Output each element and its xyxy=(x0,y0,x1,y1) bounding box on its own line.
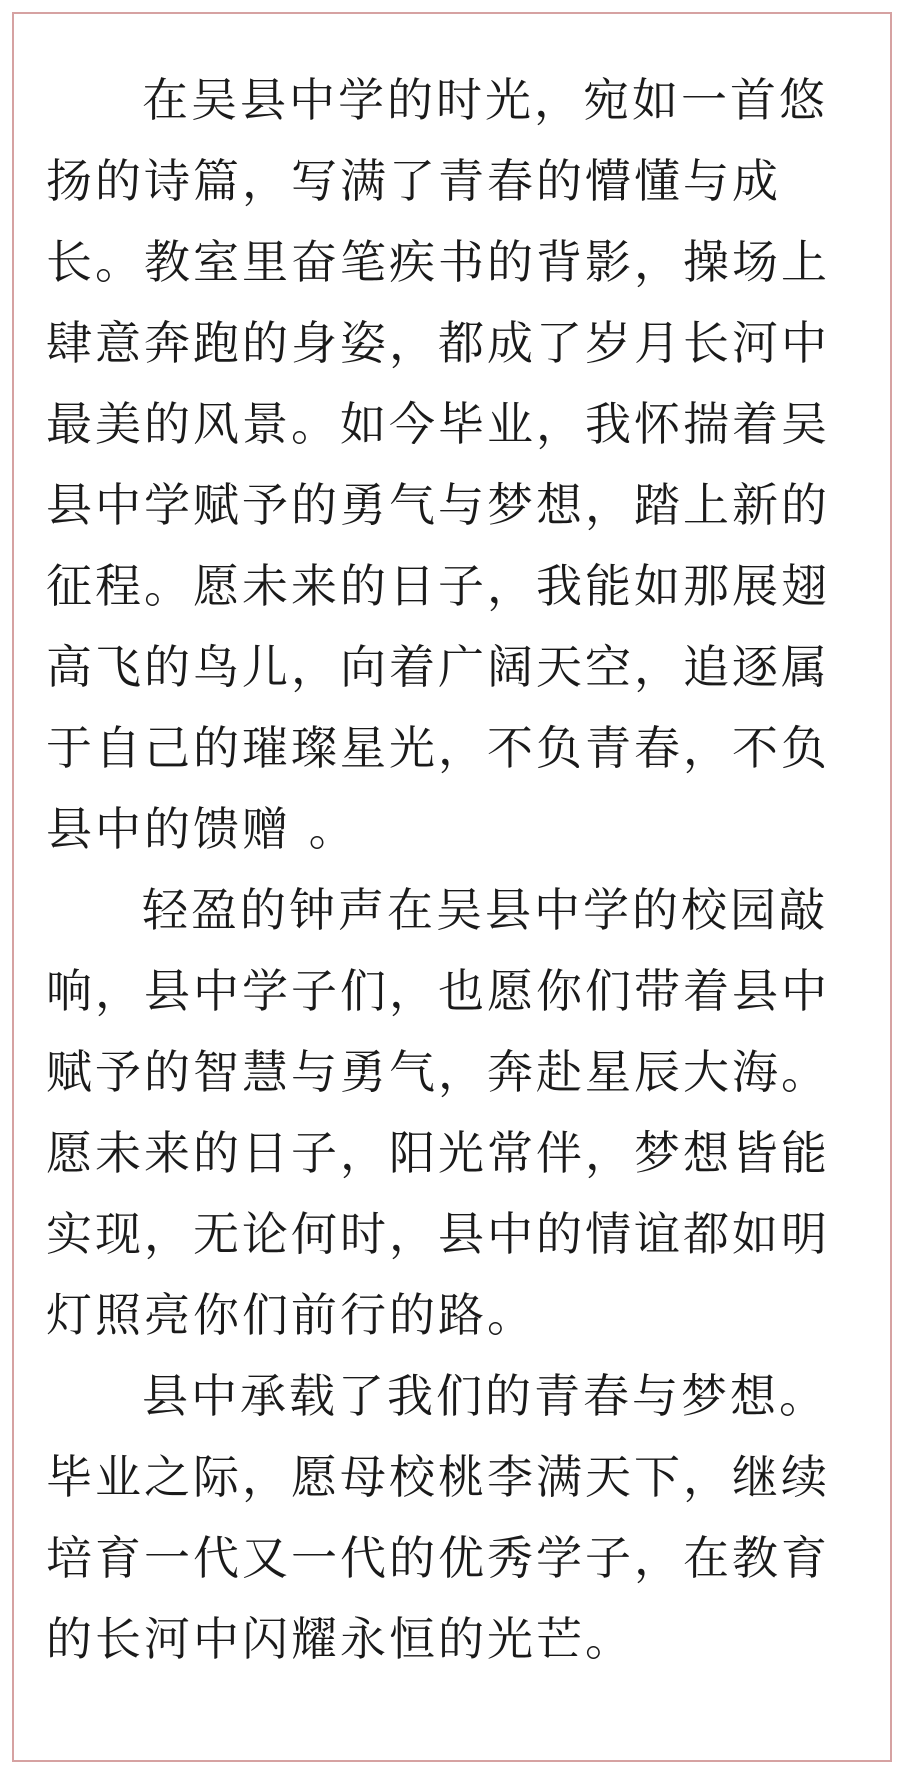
paragraph-line: 在吴县中学的时光，宛如一首悠 xyxy=(142,73,828,127)
document-text xyxy=(46,60,888,1680)
paragraph-line: 肆意奔跑的身姿，都成了岁月长河中 xyxy=(46,316,830,370)
document-frame xyxy=(12,12,892,1762)
paragraph-line: 县中学赋予的勇气与梦想，踏上新的 xyxy=(46,478,830,532)
paragraph-line: 赋予的智慧与勇气，奔赴星辰大海。 xyxy=(46,1045,830,1099)
paragraph-line: 愿未来的日子，阳光常伴，梦想皆能 xyxy=(46,1126,830,1180)
paragraph-line: 的长河中闪耀永恒的光芒。 xyxy=(46,1612,634,1666)
paragraph-line: 县中的馈赠 。 xyxy=(46,802,358,856)
paragraph-2 xyxy=(46,870,888,1356)
paragraph-1 xyxy=(46,60,888,870)
paragraph-line: 灯照亮你们前行的路。 xyxy=(46,1288,536,1342)
paragraph-line: 县中承载了我们的青春与梦想。 xyxy=(142,1369,828,1423)
paragraph-line: 培育一代又一代的优秀学子，在教育 xyxy=(46,1531,830,1585)
paragraph-line: 实现，无论何时，县中的情谊都如明 xyxy=(46,1207,830,1261)
paragraph-line: 最美的风景。如今毕业，我怀揣着吴 xyxy=(46,397,830,451)
paragraph-line: 于自己的璀璨星光，不负青春，不负 xyxy=(46,721,830,775)
paragraph-line: 高飞的鸟儿，向着广阔天空，追逐属 xyxy=(46,640,830,694)
paragraph-line: 毕业之际，愿母校桃李满天下，继续 xyxy=(46,1450,830,1504)
paragraph-line: 轻盈的钟声在吴县中学的校园敲 xyxy=(142,883,828,937)
paragraph-line: 扬的诗篇，写满了青春的懵懂与成 xyxy=(46,154,781,208)
paragraph-line: 征程。愿未来的日子，我能如那展翅 xyxy=(46,559,830,613)
paragraph-3 xyxy=(46,1356,888,1680)
paragraph-line: 响，县中学子们，也愿你们带着县中 xyxy=(46,964,830,1018)
paragraph-line: 长。教室里奋笔疾书的背影，操场上 xyxy=(46,235,830,289)
